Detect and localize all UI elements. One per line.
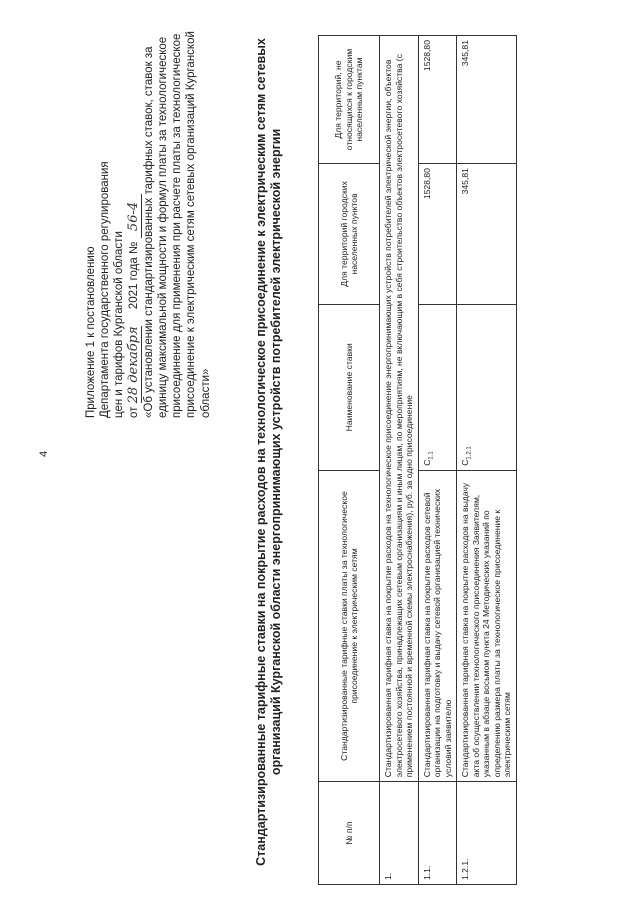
rate-symbol: C bbox=[421, 459, 432, 466]
table-row bbox=[457, 36, 517, 885]
table-row bbox=[380, 36, 419, 885]
page-number: 4 bbox=[38, 450, 50, 457]
table-row bbox=[418, 36, 457, 885]
table-header-row bbox=[319, 36, 380, 885]
header-urban: Для территорий городских населенных пунктов bbox=[319, 164, 380, 305]
header-rate: Наименование ставки bbox=[319, 304, 380, 470]
rate-index: 1.2.1 bbox=[466, 446, 473, 460]
row-urban-value: 1528,80 bbox=[418, 164, 457, 305]
rate-symbol: C bbox=[460, 459, 470, 466]
annex-subject: «Об установлении стандартизированных тарифных ставок, ставок за единицу максимальной мощности и формул платы за технологическое присоединение для применения при расчете платы за технологическое присоединение к электрическим сетям сетевых организаций Курганской области» bbox=[142, 31, 212, 418]
row-rural-value: 345,81 bbox=[457, 36, 517, 164]
annex-line-2: Департамента государственного регулирования bbox=[99, 161, 112, 418]
handwritten-date: 28 декабря bbox=[125, 326, 141, 404]
row-num: 1. bbox=[380, 782, 419, 885]
row-rate bbox=[457, 304, 517, 470]
header-name: Стандартизированные тарифные ставки платы за технологическое присоединение к электрическим сетям bbox=[319, 470, 380, 781]
date-prefix: от bbox=[127, 406, 140, 418]
row-rural-value: 1528,80 bbox=[418, 36, 457, 164]
tariff-table bbox=[318, 35, 517, 885]
document-title: Стандартизированные тарифные ставки на покрытие расходов на технологическое присоединение к электрическим сетям сетевых организаций Курганской области энергопринимающих устройств потребителей электрической энергии bbox=[254, 38, 283, 866]
handwritten-number: 56-4 bbox=[127, 194, 142, 238]
row-name: Стандартизированная тарифная ставка на покрытие расходов сетевой организации на подготовку и выдачу сетевой организацией технических условий заявителю bbox=[418, 470, 457, 781]
row-section-text: Стандартизированная тарифная ставка на покрытие расходов на технологическое присоединение энергопринимающих устройств потребителей электрической энергии, объектов электросетевого хозяйства, принадлежащих сетевым организациям и иным лицам, по мероприятиям, не включающим в себя строительство объектов электросетевого хозяйства (с применением постоянной и временной схемы электроснабжения), руб. за одно присоединение bbox=[380, 36, 419, 782]
row-num: 1.1. bbox=[418, 782, 457, 885]
row-urban-value: 345,81 bbox=[457, 164, 517, 305]
annex-header bbox=[84, 18, 213, 418]
annex-date-line bbox=[127, 18, 142, 418]
row-rate bbox=[418, 304, 457, 470]
header-rural: Для территорий, не относящихся к городским населенным пунктам bbox=[319, 36, 380, 164]
row-num: 1.2.1. bbox=[457, 782, 517, 885]
header-num: № п/п bbox=[319, 782, 380, 885]
rate-index: 1.1 bbox=[428, 451, 435, 460]
annex-line-1: Приложение 1 к постановлению bbox=[85, 246, 97, 418]
date-year: 2021 года № bbox=[127, 241, 140, 310]
row-name: Стандартизированная тарифная ставка на покрытие расходов на выдачу акта об осуществлении технологического присоединения Заявителям, указанным в абзаце восьмом пункта 24 Методических указаний по определению размера платы за технологическое присоединение к электрическим сетям bbox=[457, 470, 517, 781]
annex-line-3: цен и тарифов Курганской области bbox=[113, 231, 126, 418]
